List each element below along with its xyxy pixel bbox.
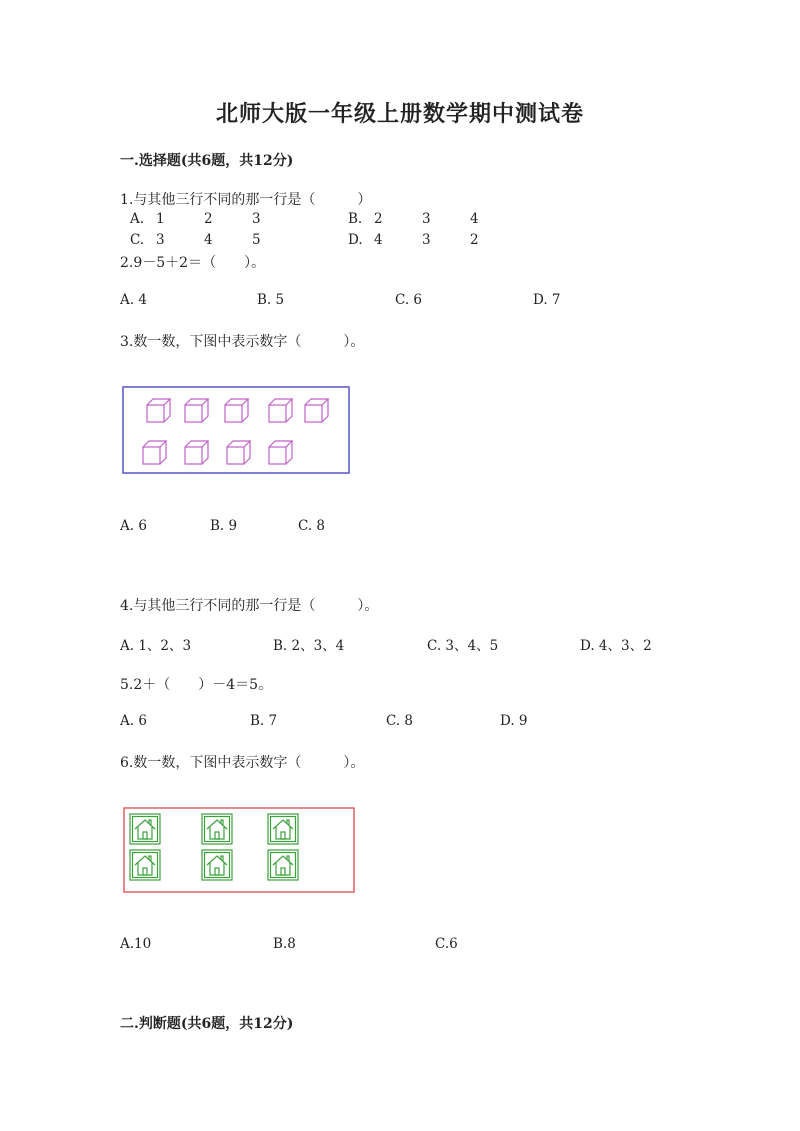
option-number: 4 (204, 232, 213, 248)
cube-counting-figure (121, 385, 353, 477)
option-number: 2 (374, 211, 383, 227)
option-number: 2 (470, 232, 479, 248)
option-label: C. (130, 232, 145, 248)
question-3-text: 3.数一数，下图中表示数字（ ）。 (120, 334, 365, 350)
cube-icon (305, 399, 328, 422)
cube-icon (185, 399, 208, 422)
option-number: 3 (156, 232, 165, 248)
question-5-option-a[interactable]: A. 6 (120, 713, 147, 729)
option-number: 3 (422, 211, 431, 227)
option-label: A. (130, 211, 145, 227)
question-1-option-d[interactable] (348, 232, 518, 248)
page-title: 北师大版一年级上册数学期中测试卷 (215, 101, 584, 127)
question-2-option-b[interactable]: B. 5 (257, 292, 285, 308)
question-4-option-d[interactable]: D. 4、3、2 (580, 638, 652, 654)
section-heading-choice: 一.选择题(共6题，共12分) (120, 153, 294, 169)
question-5-option-d[interactable]: D. 9 (500, 713, 528, 729)
house-icon (268, 850, 298, 880)
question-1-option-a[interactable] (130, 211, 300, 227)
house-counting-figure (122, 806, 358, 894)
question-3-option-b[interactable]: B. 9 (210, 518, 238, 534)
house-icon (202, 850, 232, 880)
option-number: 2 (204, 211, 213, 227)
question-6-option-c[interactable]: C.6 (435, 936, 458, 952)
question-6-option-a[interactable]: A.10 (120, 936, 152, 952)
question-4-option-b[interactable]: B. 2、3、4 (273, 638, 345, 654)
house-icon (130, 814, 160, 844)
question-5-text: 5.2＋（ ）－4＝5。 (120, 677, 273, 693)
house-icon (268, 814, 298, 844)
option-number: 3 (252, 211, 261, 227)
figure-frame (123, 387, 349, 473)
question-3-option-a[interactable]: A. 6 (120, 518, 147, 534)
question-4-option-c[interactable]: C. 3、4、5 (427, 638, 499, 654)
cube-icon (147, 399, 170, 422)
question-5-option-b[interactable]: B. 7 (250, 713, 278, 729)
question-1-option-b[interactable] (348, 211, 518, 227)
cube-icon (185, 441, 208, 464)
section-heading-judgement: 二.判断题(共6题，共12分) (120, 1016, 294, 1032)
question-1-text: 1.与其他三行不同的那一行是（ ） (120, 192, 372, 208)
option-label: B. (348, 211, 363, 227)
option-number: 3 (422, 232, 431, 248)
question-6-text: 6.数一数，下图中表示数字（ ）。 (120, 755, 365, 771)
option-number: 5 (252, 232, 261, 248)
cube-icon (143, 441, 166, 464)
cube-icon (225, 399, 248, 422)
option-label: D. (348, 232, 363, 248)
question-4-option-a[interactable]: A. 1、2、3 (120, 638, 192, 654)
option-number: 4 (470, 211, 479, 227)
question-1-option-c[interactable] (130, 232, 300, 248)
question-2-option-d[interactable]: D. 7 (533, 292, 561, 308)
question-2-option-c[interactable]: C. 6 (395, 292, 423, 308)
question-4-text: 4.与其他三行不同的那一行是（ ）。 (120, 598, 379, 614)
cube-icon (269, 399, 292, 422)
question-3-option-c[interactable]: C. 8 (298, 518, 326, 534)
cube-icon (227, 441, 250, 464)
option-number: 4 (374, 232, 383, 248)
cube-icon (269, 441, 292, 464)
option-number: 1 (156, 211, 165, 227)
question-2-text: 2.9－5＋2＝（ ）。 (120, 255, 266, 271)
house-icon (202, 814, 232, 844)
question-6-option-b[interactable]: B.8 (273, 936, 296, 952)
house-icon (130, 850, 160, 880)
question-5-option-c[interactable]: C. 8 (386, 713, 414, 729)
question-2-option-a[interactable]: A. 4 (120, 292, 147, 308)
